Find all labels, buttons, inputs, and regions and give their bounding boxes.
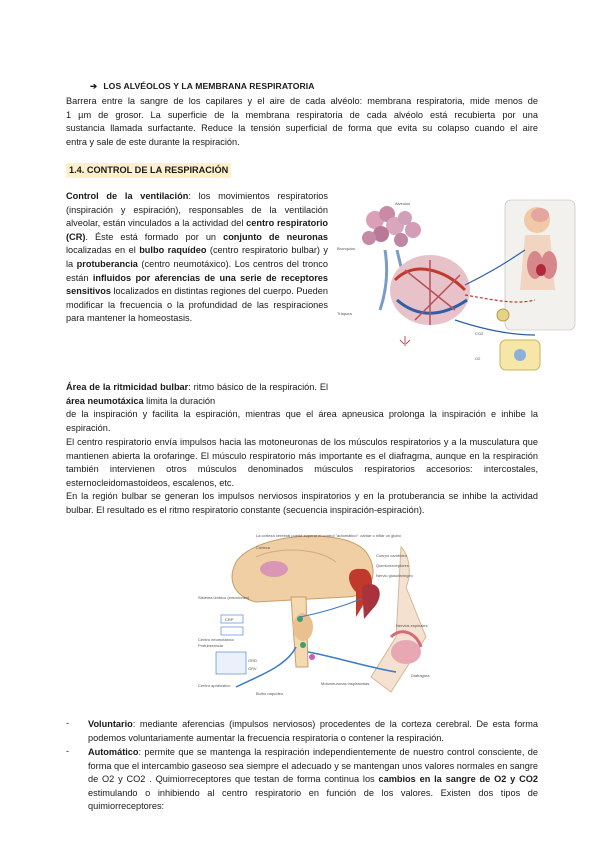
control-text: localizados en distintas regiones del cuerpo. Pueden modificar la frecuencia o la profundidad de las respiraciones para mantener la homeostasis.	[66, 286, 329, 324]
ritmicidad-paragraph	[66, 381, 328, 408]
control-text: . Éste está formado por un	[85, 231, 224, 242]
figure2-label: GRD	[248, 658, 257, 663]
figure2-label: Centro neumotáxico	[198, 637, 234, 642]
control-text: (centro respiratorio bulbar) y la	[66, 245, 328, 269]
motoneuronas-paragraph: El centro respiratorio envía impulsos hacia las motoneuronas de los músculos respiratorios y a la musculatura que mantienen abierta la orofaringe. El músculo respiratorio más importante es el diafragma, aunque en la respiración también intervienen otros músculos denominados músculos respiratorios accesorios: intercostales, esternocleidomastoideos, escalenos, etc.	[66, 437, 538, 488]
figure2-label: Cuerpo carotídeo	[376, 553, 407, 558]
automatico-item	[88, 746, 538, 814]
voluntario-item	[88, 718, 538, 745]
capillary-network	[390, 255, 470, 325]
figure1-label: Bronquios	[337, 246, 356, 251]
figure1-label: Alvéolos	[395, 201, 411, 206]
alveolos-line: sustancia llamada surfactante. Reduce la tensión superficial de forma que evita su colapso cuando el aire	[66, 123, 538, 134]
figure2-label: Protuberancia	[198, 643, 223, 648]
figure2-label: Quimiorreceptores	[376, 563, 409, 568]
alveolos-line: 1 µm de grosor. La superficie de la membrana respiratoria de cada alvéolo está recubierta por una	[66, 109, 538, 120]
figure2-label: Nervios espinales	[396, 623, 428, 628]
voluntario-text: : mediante aferencias (impulsos nerviosos) procedentes de la corteza cerebral. De esta forma podemos voluntariamente aumentar la frecuencia respiratoria o contener la respiración.	[88, 719, 538, 743]
alveolos-heading	[90, 81, 315, 92]
automatico-bold: cambios en la sangre de O2 y CO2	[378, 774, 538, 785]
control-term: conjunto de neuronas	[223, 231, 328, 242]
control-text: localizadas en el	[66, 245, 140, 256]
alveolos-line: entra y sale de este durante la respiración.	[66, 136, 240, 147]
bullet-dash: -	[66, 746, 70, 756]
figure2-label: Centro apnéustico	[198, 683, 231, 688]
automatico-text: estimulando o inhibiendo al centro respiratorio en función de los valores. Existen dos tipos de quimiorreceptores:	[88, 787, 538, 812]
figure2-label: Nervio glosofaríngeo	[376, 573, 413, 578]
arrow-icon: ➔	[90, 81, 98, 91]
figure2-label: Bulbo raquídeo	[256, 691, 284, 696]
ritmicidad-line: espiración.	[66, 423, 111, 433]
bullet-dash: -	[66, 718, 70, 728]
automatico-term: Automático	[88, 747, 139, 757]
control-term: influidos por aferencias de una serie de receptores sensitivos	[66, 272, 328, 297]
ritmicidad-term: Área de la ritmicidad bulbar	[66, 382, 189, 392]
body-silhouette	[505, 200, 575, 330]
figure2-label: Sistema límbico (emociones)	[198, 595, 250, 600]
figure2-label: Diafragma	[411, 673, 430, 678]
alveolos-title: LOS ALVÉOLOS Y LA MEMBRANA RESPIRATORIA	[103, 81, 315, 91]
respiratory-control-figure	[196, 527, 446, 697]
control-term: centro respiratorio (CR)	[66, 218, 329, 242]
ritmicidad-text: limita la duración	[143, 395, 216, 406]
respiratory-system-figure	[335, 190, 580, 375]
figure1-label: Tráquea	[337, 311, 352, 316]
ritmicidad-text: : ritmo básico de la respiración. El	[188, 382, 328, 392]
tissue-cell	[500, 340, 540, 370]
figure2-label: Motoneuronas inspiratorias	[321, 681, 370, 686]
control-term: Control de la ventilación	[66, 191, 189, 201]
blood-cell-icon	[497, 309, 509, 321]
ritmicidad-line: de la inspiración y facilita la espiración, mientras que el área apneusica prolonga la inspiración e inhibe la	[66, 409, 538, 419]
figure2-caption: La corteza cerebral puede superar el control "automático": cantar o inflar un globo	[256, 533, 401, 538]
figure2-label: GRV	[248, 666, 257, 671]
ritmicidad-term: área neumotáxica	[66, 395, 144, 406]
figure1-label: CO2	[475, 331, 484, 336]
figure1-label: O2	[475, 356, 481, 361]
figure2-label: Corteza	[256, 545, 271, 550]
section-title: 1.4. CONTROL DE LA RESPIRACIÓN	[66, 163, 231, 178]
control-text: : los movimientos respiratorios (inspiración y espiración), responsables de la ventilación alveolar, están vinculados a la actividad del	[66, 191, 328, 229]
control-paragraph	[66, 190, 328, 326]
bulbar-paragraph: En la región bulbar se generan los impulsos nerviosos inspiratorios y en la protuberancia se inhibe la actividad bulbar. El resultado es el ritmo respiratorio constante (secuencia inspiración-espiración).	[66, 491, 538, 515]
control-text: (centro neumotáxico). Los centros del tronco están	[66, 258, 328, 283]
control-term: protuberancia	[76, 258, 138, 269]
control-term: bulbo raquídeo	[139, 245, 207, 256]
alveolos-line: Barrera entre la sangre de los capilares y el aire de cada alvéolo: membrana respiratoria, mide menos de	[66, 96, 538, 106]
figure2-label: CRP	[225, 617, 234, 622]
automatico-text: : permite que se mantenga la respiración independientemente de nuestro control consciente, de forma que el intercambio gaseoso sea siempre el adecuado y se mantengan unos valores normales en sangre de O2 y CO2 . Quimiorreceptores que testan de forma continua los	[88, 747, 538, 785]
voluntario-term: Voluntario	[88, 719, 133, 729]
alveolos-paragraph	[66, 95, 538, 149]
